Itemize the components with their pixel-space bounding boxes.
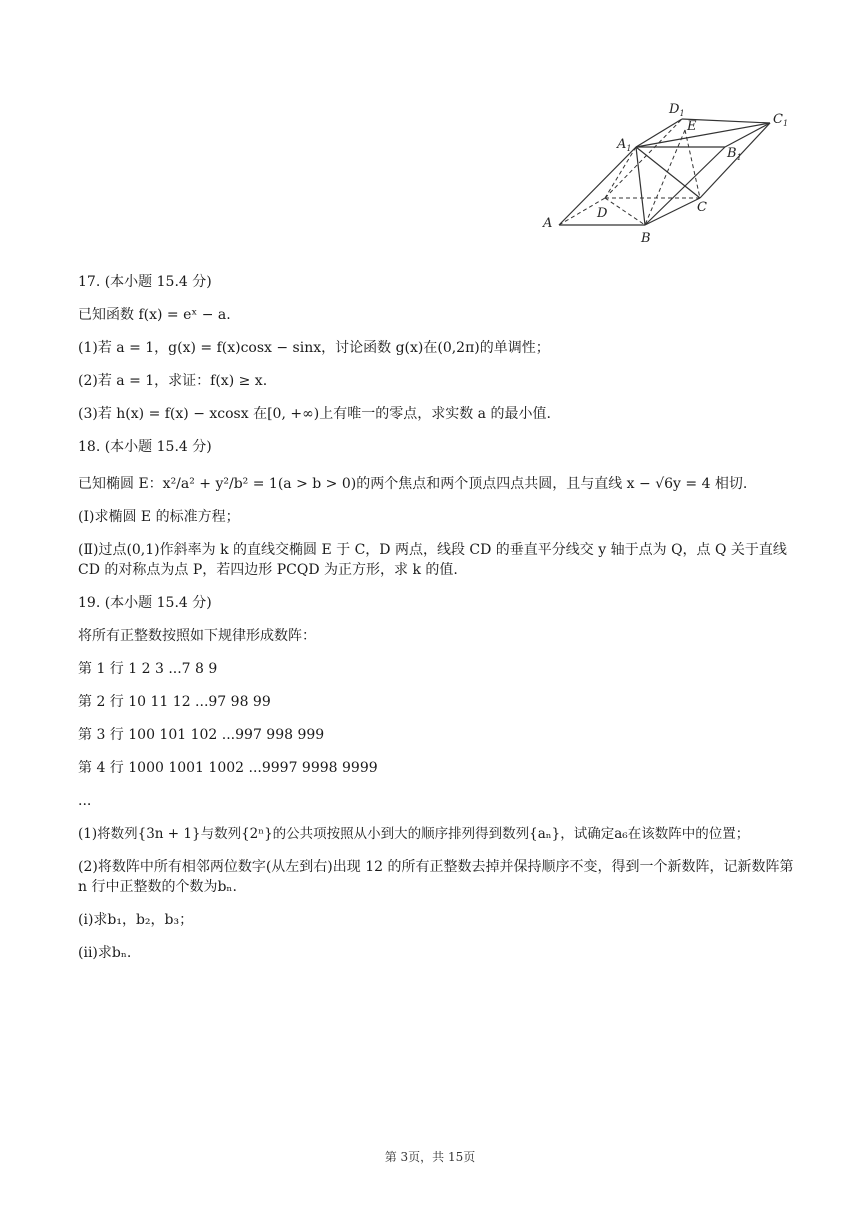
- problem-18-stem: 已知椭圆 E：x²/a² + y²/b² = 1(a > b > 0)的两个焦点和两个顶点四点共圆，且与直线 x − √6y = 4 相切.: [78, 476, 748, 492]
- label-a1: $A_1$: [617, 137, 632, 153]
- problem-19-part-2-i: (i)求b₁，b₂，b₃；: [78, 912, 194, 928]
- label-b1-subscript: 1: [736, 153, 742, 162]
- edge-dd1: [605, 119, 682, 198]
- label-b1: $B_1$: [727, 146, 742, 162]
- problem-19-part-2-ii: (ii)求bₙ.: [78, 945, 132, 961]
- problem-17-part-3: (3)若 h(x) = f(x) − xcosx 在[0, +∞)上有唯一的零点，求实数 a 的最小值.: [78, 406, 551, 422]
- edge-bc: [645, 198, 700, 225]
- problem-17-header: 17. (本小题 15.4 分): [78, 274, 212, 290]
- problem-18-part-2: (Ⅱ)过点(0,1)作斜率为 k 的直线交椭圆 E 于 C，D 两点，线段 CD 的垂直平分线交 y 轴于点为 Q，点 Q 关于直线 CD 的对称点为点 P，若四边形 PCQD 为正方形，求 k 的值.: [78, 542, 787, 578]
- problem-19-header: 19. (本小题 15.4 分): [78, 595, 212, 611]
- matrix-row-2: 第 2 行 10 11 12 ...97 98 99: [78, 694, 271, 710]
- label-e: E: [687, 119, 697, 134]
- prism-diagram: [535, 95, 795, 245]
- edge-a1c: [636, 147, 700, 198]
- problem-17-part-2: (2)若 a = 1，求证：f(x) ≥ x.: [78, 373, 268, 389]
- problem-19-part-1: (1)将数列{3n + 1}与数列{2ⁿ}的公共项按照从小到大的顺序排列得到数列{aₙ}，试确定a₆在该数阵中的位置；: [78, 826, 750, 842]
- matrix-row-4: 第 4 行 1000 1001 1002 ...9997 9998 9999: [78, 760, 378, 776]
- edge-a1b: [636, 147, 645, 225]
- label-c1: $C_1$: [773, 112, 789, 128]
- edge-a1d: [605, 147, 636, 198]
- problem-17-part-1: (1)若 a = 1，g(x) = f(x)cosx − sinx，讨论函数 g(x)在(0,2π)的单调性；: [78, 340, 550, 356]
- problem-18-header: 18. (本小题 15.4 分): [78, 439, 212, 455]
- page-footer: 第 3页，共 15页: [384, 1150, 476, 1164]
- matrix-row-1: 第 1 行 1 2 3 ...7 8 9: [78, 661, 218, 677]
- label-d1: $D_1$: [669, 102, 685, 118]
- matrix-row-3: 第 3 行 100 101 102 ...997 998 999: [78, 727, 325, 743]
- label-b: B: [641, 231, 651, 245]
- label-c: C: [697, 200, 707, 215]
- label-a: A: [543, 216, 553, 231]
- problem-17-stem: 已知函数 f(x) = eˣ − a.: [78, 307, 231, 323]
- problem-19-stem: 将所有正整数按照如下规律形成数阵：: [78, 628, 316, 644]
- prism-figure: [535, 95, 795, 245]
- problem-content: [78, 272, 798, 976]
- problem-19-part-2: (2)将数阵中所有相邻两位数字(从左到右)出现 12 的所有正整数去掉并保持顺序不变，得到一个新数阵，记新数阵第 n 行中正整数的个数为bₙ.: [78, 859, 794, 895]
- problem-18-part-1: (Ⅰ)求椭圆 E 的标准方程；: [78, 509, 240, 525]
- label-a1-subscript: 1: [626, 144, 632, 153]
- matrix-ellipsis: ...: [78, 793, 92, 809]
- label-d: D: [597, 206, 608, 221]
- label-c1-subscript: 1: [782, 119, 789, 128]
- edge-db: [605, 198, 645, 225]
- label-d1-subscript: 1: [679, 109, 685, 118]
